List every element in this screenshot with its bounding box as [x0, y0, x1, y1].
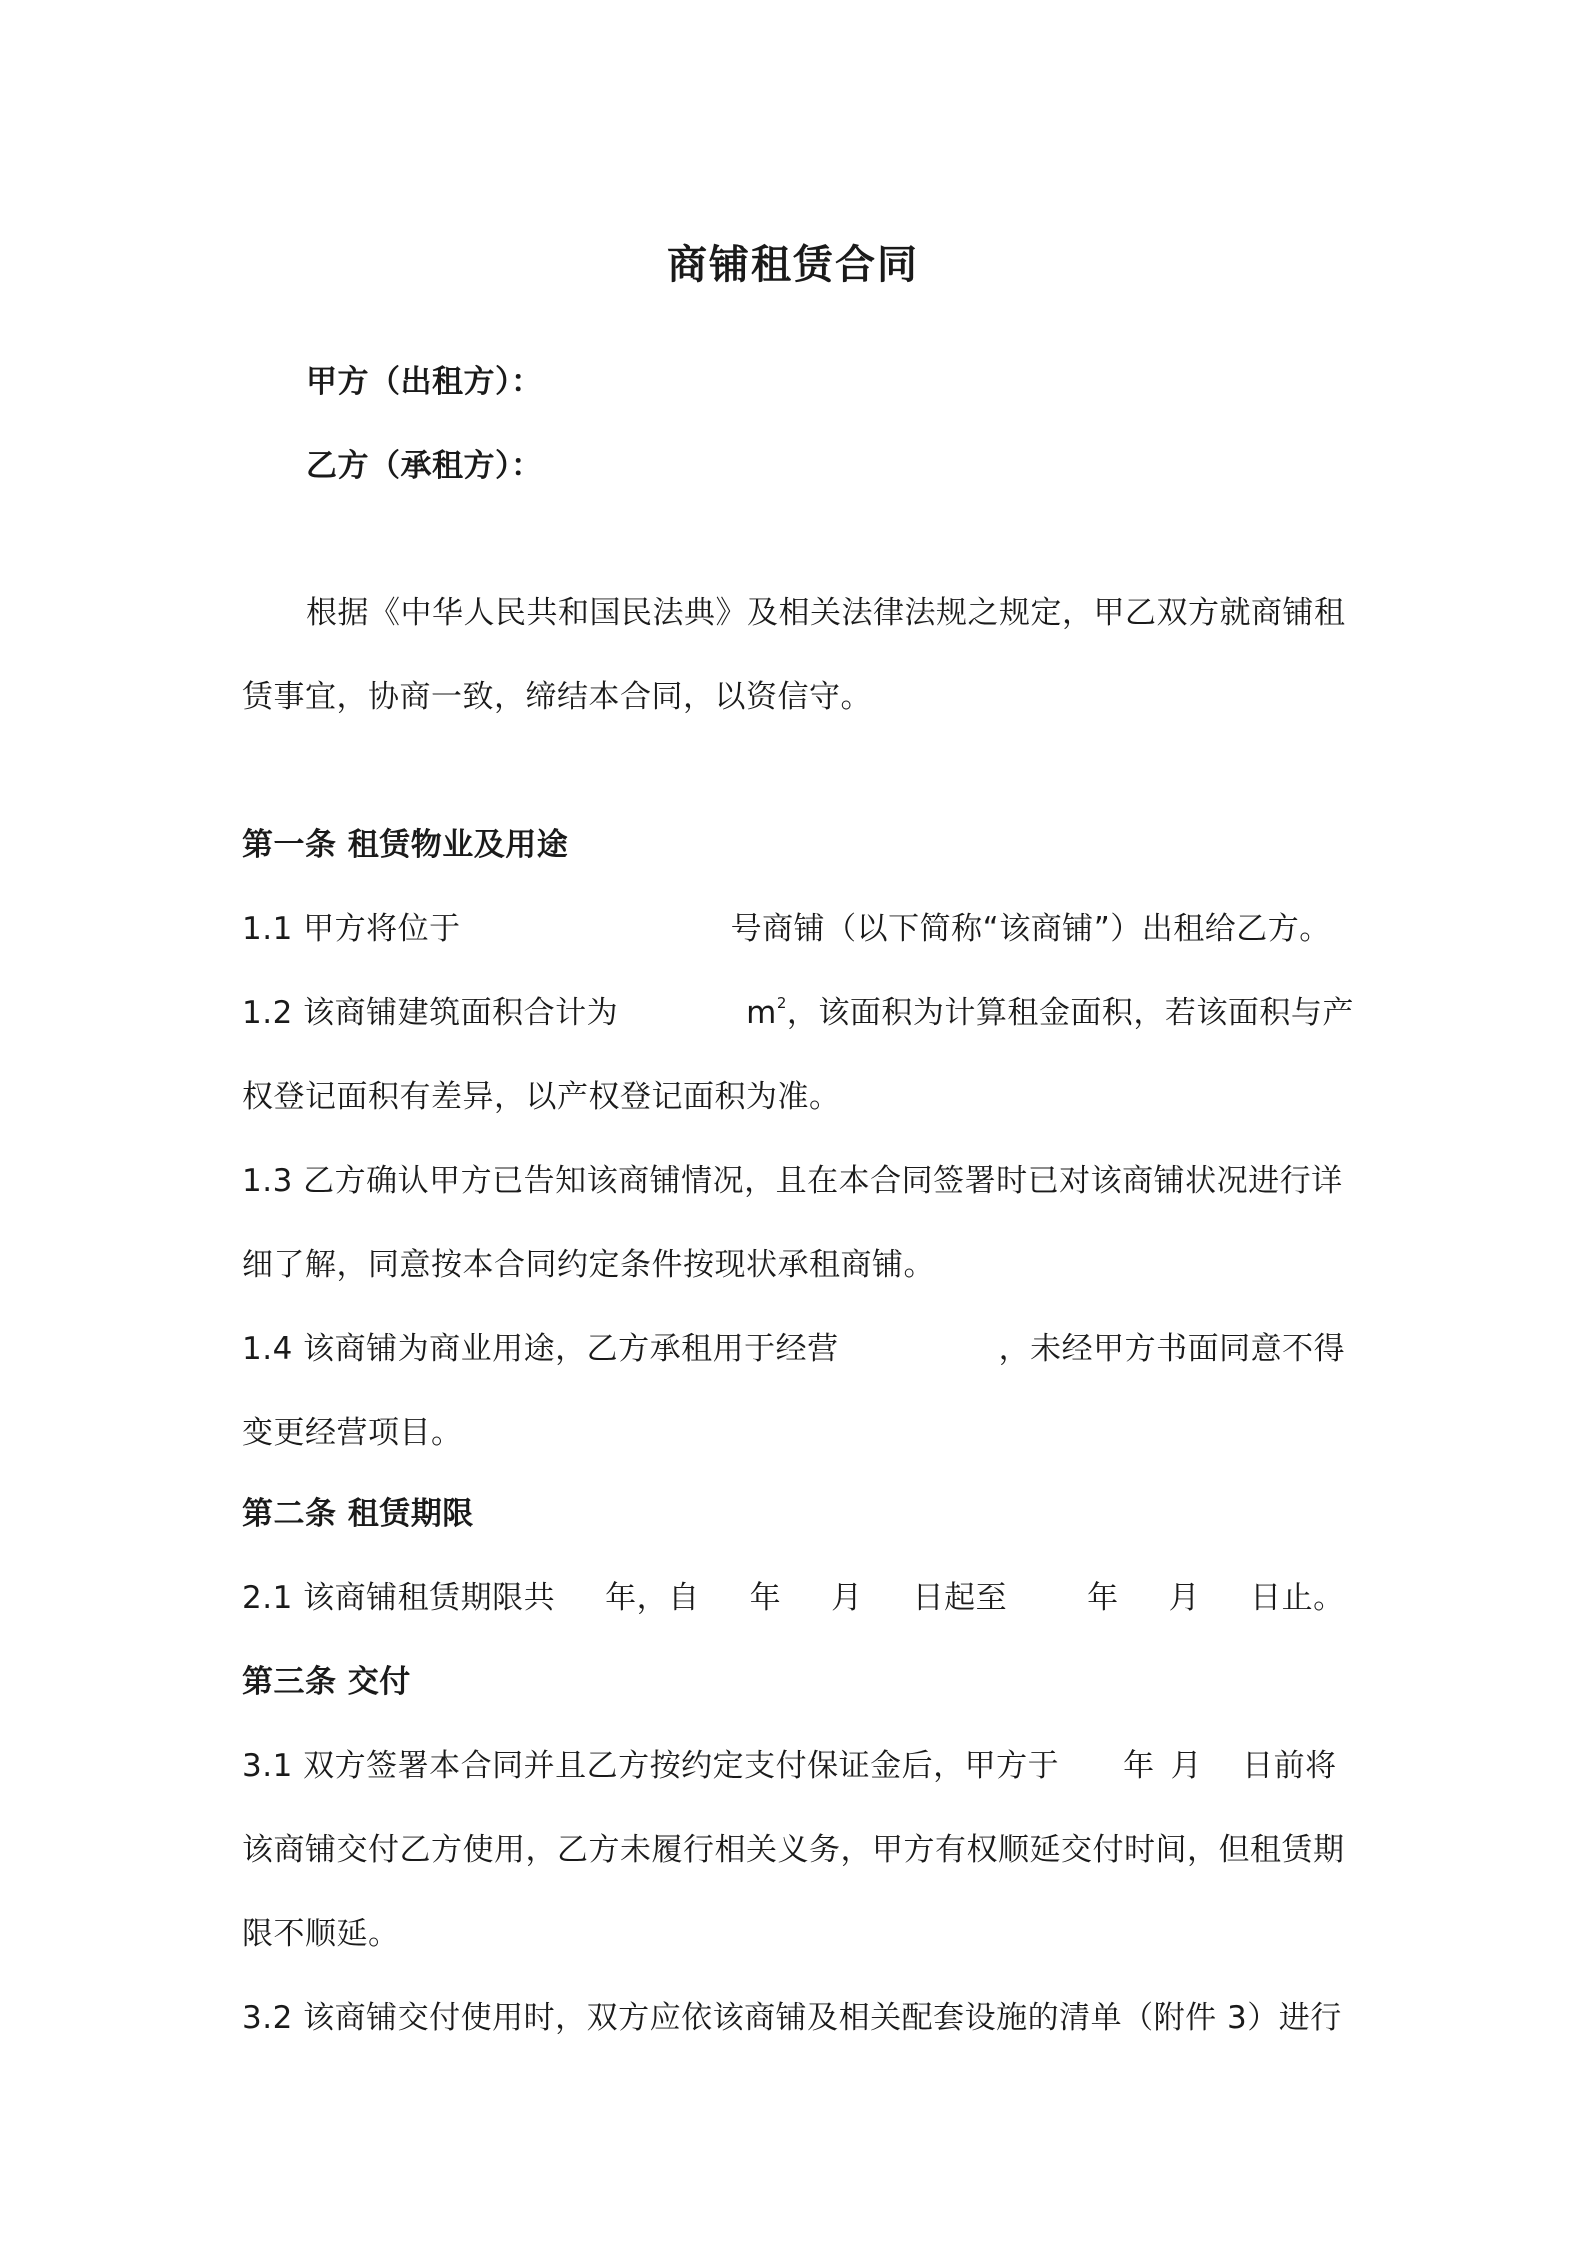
clause-3-1	[242, 1746, 1337, 1786]
clause-1-4-end: ，未经甲方书面同意不得	[998, 1331, 1346, 1367]
clause-1-1	[242, 909, 1331, 949]
clause-2-1-start-month: 月	[831, 1580, 863, 1616]
preamble-line-2: 赁事宜，协商一致，缔结本合同，以资信守。	[242, 679, 872, 715]
article-2-heading: 第二条 租赁期限	[242, 1496, 474, 1532]
preamble-line-1: 根据《中华人民共和国民法典》及相关法律法规之规定，甲乙双方就商铺租	[306, 595, 1346, 631]
clause-3-2: 3.2 该商铺交付使用时，双方应依该商铺及相关配套设施的清单（附件 3）进行	[242, 2000, 1342, 2036]
clause-3-1-cont-2: 限不顺延。	[242, 1916, 400, 1952]
clause-1-4-start: 1.4 该商铺为商业用途，乙方承租用于经营	[242, 1331, 839, 1367]
clause-3-1-day: 日前将	[1242, 1748, 1337, 1784]
clause-2-1-years: 年，自	[605, 1580, 700, 1616]
article-1-heading: 第一条 租赁物业及用途	[242, 827, 569, 863]
clause-1-2	[242, 993, 1354, 1033]
article-3-heading: 第三条 交付	[242, 1664, 411, 1700]
clause-2-1-end-month: 月	[1168, 1580, 1201, 1616]
party-b-label: 乙方（承租方）：	[306, 448, 543, 484]
clause-1-2-start: 1.2 该商铺建筑面积合计为	[242, 995, 619, 1031]
clause-1-2-cont: 权登记面积有差异，以产权登记面积为准。	[242, 1079, 841, 1115]
clause-2-1-start-year: 年	[749, 1580, 782, 1616]
area-unit-exponent: 2	[776, 993, 787, 1012]
clause-1-2-end: ，该面积为计算租金面积，若该面积与产	[786, 995, 1354, 1031]
clause-1-4-cont: 变更经营项目。	[242, 1415, 463, 1451]
clause-1-3-cont: 细了解，同意按本合同约定条件按现状承租商铺。	[242, 1247, 935, 1283]
party-a-label: 甲方（出租方）：	[306, 364, 543, 400]
clause-3-1-year: 年	[1123, 1748, 1155, 1784]
clause-1-1-start: 1.1 甲方将位于	[242, 911, 461, 947]
clause-2-1-end-day: 日止。	[1250, 1580, 1345, 1616]
document-title: 商铺租赁合同	[667, 242, 919, 288]
area-unit: m	[746, 995, 777, 1031]
clause-1-3: 1.3 乙方确认甲方已告知该商铺情况，且在本合同签署时已对该商铺状况进行详	[242, 1163, 1343, 1199]
clause-3-1-start: 3.1 双方签署本合同并且乙方按约定支付保证金后，甲方于	[242, 1748, 1060, 1784]
clause-2-1	[242, 1578, 1345, 1618]
clause-2-1-end-year: 年	[1087, 1580, 1119, 1616]
clause-3-1-month: 月	[1170, 1748, 1203, 1784]
clause-1-4	[242, 1329, 1345, 1369]
clause-2-1-start-day: 日起至	[912, 1580, 1008, 1616]
clause-3-1-cont: 该商铺交付乙方使用，乙方未履行相关义务，甲方有权顺延交付时间，但租赁期	[242, 1832, 1345, 1868]
clause-2-1-start: 2.1 该商铺租赁期限共	[242, 1580, 556, 1616]
clause-1-1-end: 号商铺（以下简称“该商铺”）出租给乙方。	[730, 911, 1331, 947]
